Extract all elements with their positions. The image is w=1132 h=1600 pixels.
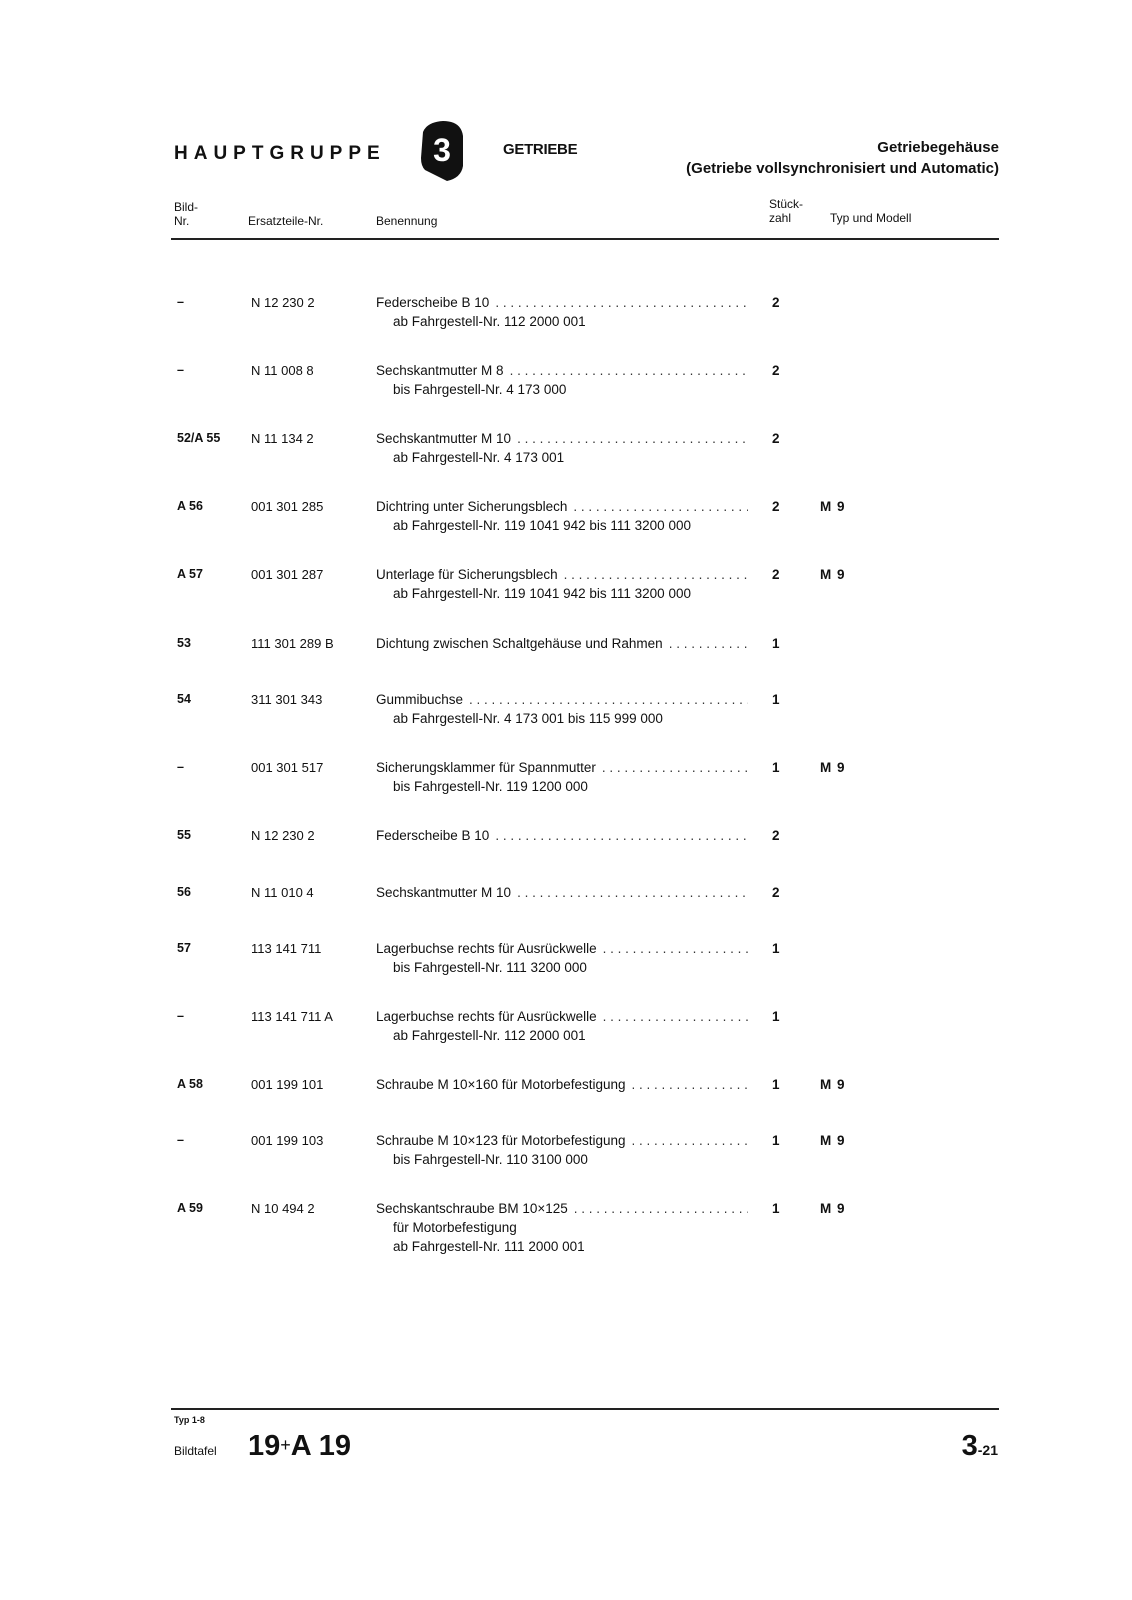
benennung-text: Unterlage für Sicherungsblech xyxy=(376,567,558,582)
benennung-text: Lagerbuchse rechts für Ausrückwelle xyxy=(376,1009,597,1024)
benennung-note: ab Fahrgestell-Nr. 112 2000 001 xyxy=(393,1028,586,1043)
benennung xyxy=(376,497,748,535)
bild-nr: – xyxy=(177,760,184,774)
benennung-note: bis Fahrgestell-Nr. 111 3200 000 xyxy=(393,960,587,975)
dot-leader xyxy=(602,758,748,777)
benennung-note: ab Fahrgestell-Nr. 112 2000 001 xyxy=(393,314,586,329)
benennung-main xyxy=(376,361,748,380)
ersatzteil-nr: 001 301 517 xyxy=(251,760,324,775)
footer-bildtafel-number: 19+A 19 xyxy=(248,1430,351,1462)
section-title xyxy=(686,137,999,179)
dot-leader xyxy=(517,883,748,902)
stueckzahl: 1 xyxy=(772,1009,780,1024)
stueckzahl: 2 xyxy=(772,499,780,514)
ersatzteil-nr: N 12 230 2 xyxy=(251,295,315,310)
header-rule xyxy=(171,238,999,240)
section-title-line1: Getriebegehäuse xyxy=(877,139,999,156)
benennung-main xyxy=(376,1075,748,1094)
bild-nr: 57 xyxy=(177,941,191,955)
stueckzahl: 1 xyxy=(772,941,780,956)
group-number: 3 xyxy=(433,132,451,168)
ersatzteil-nr: 001 301 285 xyxy=(251,499,324,514)
ersatzteil-nr: N 10 494 2 xyxy=(251,1201,315,1216)
benennung xyxy=(376,634,748,653)
benennung-main xyxy=(376,939,748,958)
benennung-text: Dichtring unter Sicherungsblech xyxy=(376,499,568,514)
bild-nr: 56 xyxy=(177,885,191,899)
benennung-main xyxy=(376,293,748,312)
col-header-benennung: Benennung xyxy=(376,214,438,228)
dot-leader xyxy=(573,497,748,516)
benennung xyxy=(376,826,748,845)
ersatzteil-nr: N 11 134 2 xyxy=(251,431,314,446)
benennung-text: Schraube M 10×123 für Motorbefestigung xyxy=(376,1133,626,1148)
typ-modell: M 9 xyxy=(820,499,846,514)
benennung xyxy=(376,1199,748,1256)
benennung-text: Sicherungsklammer für Spannmutter xyxy=(376,760,596,775)
dot-leader xyxy=(574,1199,748,1218)
col-header-typ: Typ und Modell xyxy=(830,211,912,225)
benennung-text: Federscheibe B 10 xyxy=(376,295,490,310)
bild-nr: A 58 xyxy=(177,1077,203,1091)
benennung xyxy=(376,1007,748,1045)
benennung-main xyxy=(376,1007,748,1026)
bild-nr: 53 xyxy=(177,636,191,650)
benennung-note: ab Fahrgestell-Nr. 111 2000 001 xyxy=(393,1239,585,1254)
stueckzahl: 1 xyxy=(772,760,780,775)
bild-nr: – xyxy=(177,1133,184,1147)
stueckzahl: 2 xyxy=(772,567,780,582)
benennung xyxy=(376,690,748,728)
benennung xyxy=(376,361,748,399)
benennung-main xyxy=(376,497,748,516)
stueckzahl: 1 xyxy=(772,692,780,707)
section-title-line2: (Getriebe vollsynchronisiert und Automatic) xyxy=(686,160,999,177)
benennung xyxy=(376,883,748,902)
group-name: GETRIEBE xyxy=(503,141,578,158)
bild-nr: A 57 xyxy=(177,567,203,581)
bild-nr: 54 xyxy=(177,692,191,706)
benennung-main xyxy=(376,883,748,902)
ersatzteil-nr: 001 199 101 xyxy=(251,1077,324,1092)
footer-typ: Typ 1-8 xyxy=(174,1415,205,1425)
dot-leader xyxy=(495,826,748,845)
ersatzteil-nr: 113 141 711 xyxy=(251,941,322,956)
bild-nr: 55 xyxy=(177,828,191,842)
benennung-note: ab Fahrgestell-Nr. 4 173 001 bis 115 999 000 xyxy=(393,711,663,726)
benennung-text: Sechskantschraube BM 10×125 xyxy=(376,1201,568,1216)
dot-leader xyxy=(495,293,748,312)
footer-rule xyxy=(171,1408,999,1410)
benennung-text: Lagerbuchse rechts für Ausrückwelle xyxy=(376,941,597,956)
dot-leader xyxy=(669,634,748,653)
stueckzahl: 1 xyxy=(772,636,780,651)
typ-modell: M 9 xyxy=(820,760,846,775)
benennung-text: Sechskantmutter M 10 xyxy=(376,431,512,446)
benennung-text: Gummibuchse xyxy=(376,692,464,707)
ersatzteil-nr: 001 301 287 xyxy=(251,567,324,582)
ersatzteil-nr: 113 141 711 A xyxy=(251,1009,333,1024)
typ-modell: M 9 xyxy=(820,567,846,582)
ersatzteil-nr: N 11 008 8 xyxy=(251,363,314,378)
dot-leader xyxy=(603,1007,748,1026)
ersatzteil-nr: N 12 230 2 xyxy=(251,828,315,843)
bild-nr: – xyxy=(177,295,184,309)
group-label: HAUPTGRUPPE xyxy=(174,143,386,164)
benennung-note: bis Fahrgestell-Nr. 119 1200 000 xyxy=(393,779,588,794)
benennung-text: Dichtung zwischen Schaltgehäuse und Rahmen xyxy=(376,636,663,651)
dot-leader xyxy=(603,939,748,958)
benennung-text: Sechskantmutter M 8 xyxy=(376,363,504,378)
bild-nr: – xyxy=(177,1009,184,1023)
stueckzahl: 2 xyxy=(772,295,780,310)
benennung-note: für Motorbefestigung xyxy=(393,1220,517,1235)
dot-leader xyxy=(632,1131,748,1150)
benennung-note: bis Fahrgestell-Nr. 4 173 000 xyxy=(393,382,567,397)
dot-leader xyxy=(517,429,748,448)
benennung xyxy=(376,293,748,331)
col-header-stueck: Stück- zahl xyxy=(769,197,804,225)
typ-modell: M 9 xyxy=(820,1201,846,1216)
page-number: 3-21 xyxy=(961,1430,998,1462)
typ-modell: M 9 xyxy=(820,1077,846,1092)
benennung xyxy=(376,939,748,977)
col-header-bild: Bild- Nr. xyxy=(174,200,199,228)
benennung-note: ab Fahrgestell-Nr. 119 1041 942 bis 111 3200 000 xyxy=(393,586,691,601)
typ-modell: M 9 xyxy=(820,1133,846,1148)
benennung xyxy=(376,1075,748,1094)
benennung xyxy=(376,565,748,603)
benennung-note: ab Fahrgestell-Nr. 119 1041 942 bis 111 3200 000 xyxy=(393,518,691,533)
benennung-main xyxy=(376,826,748,845)
stueckzahl: 1 xyxy=(772,1077,780,1092)
stueckzahl: 2 xyxy=(772,363,780,378)
benennung-main xyxy=(376,758,748,777)
dot-leader xyxy=(510,361,748,380)
stueckzahl: 1 xyxy=(772,1201,780,1216)
dot-leader xyxy=(469,690,748,709)
bild-nr: – xyxy=(177,363,184,377)
ersatzteil-nr: 311 301 343 xyxy=(251,692,323,707)
benennung-main xyxy=(376,429,748,448)
bild-nr: 52/A 55 xyxy=(177,431,221,445)
benennung-text: Federscheibe B 10 xyxy=(376,828,490,843)
benennung-note: bis Fahrgestell-Nr. 110 3100 000 xyxy=(393,1152,588,1167)
ersatzteil-nr: 001 199 103 xyxy=(251,1133,324,1148)
bild-nr: A 59 xyxy=(177,1201,203,1215)
stueckzahl: 2 xyxy=(772,828,780,843)
benennung-main xyxy=(376,565,748,584)
benennung-note: ab Fahrgestell-Nr. 4 173 001 xyxy=(393,450,565,465)
dot-leader xyxy=(632,1075,748,1094)
dot-leader xyxy=(564,565,748,584)
stueckzahl: 1 xyxy=(772,1133,780,1148)
benennung-main xyxy=(376,634,748,653)
footer-bildtafel-label: Bildtafel xyxy=(174,1444,217,1458)
group-number-badge xyxy=(417,118,467,184)
benennung xyxy=(376,1131,748,1169)
ersatzteil-nr: 111 301 289 B xyxy=(251,636,334,651)
benennung xyxy=(376,429,748,467)
benennung-main xyxy=(376,1131,748,1150)
col-header-ersatzteil: Ersatzteile-Nr. xyxy=(248,214,324,228)
benennung-text: Schraube M 10×160 für Motorbefestigung xyxy=(376,1077,626,1092)
stueckzahl: 2 xyxy=(772,885,780,900)
benennung xyxy=(376,758,748,796)
benennung-text: Sechskantmutter M 10 xyxy=(376,885,512,900)
benennung-main xyxy=(376,690,748,709)
stueckzahl: 2 xyxy=(772,431,780,446)
bild-nr: A 56 xyxy=(177,499,203,513)
benennung-main xyxy=(376,1199,748,1218)
ersatzteil-nr: N 11 010 4 xyxy=(251,885,314,900)
